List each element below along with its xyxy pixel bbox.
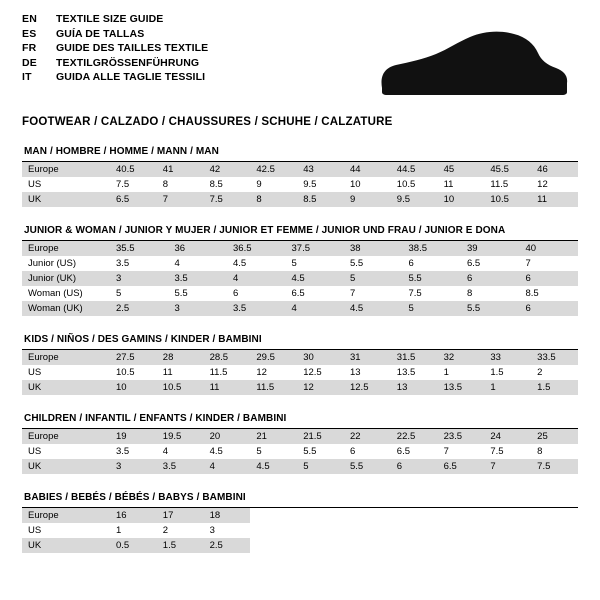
- table-row: [22, 365, 578, 380]
- cell: 7.5: [531, 459, 578, 474]
- cell: 22.5: [391, 429, 438, 444]
- table-row: [22, 538, 578, 553]
- language-row: [22, 14, 208, 29]
- cell: 6.5: [396, 446, 410, 457]
- cell: 25: [531, 429, 578, 444]
- cell: 4.5: [344, 301, 403, 316]
- cell: 3: [110, 271, 169, 286]
- cell: 13.5: [396, 367, 416, 378]
- cell: 5: [344, 271, 403, 286]
- row-label: Europe: [22, 508, 110, 523]
- cell: 5.5: [344, 459, 391, 474]
- cell-empty: [438, 508, 485, 523]
- cell: 38.5: [403, 241, 462, 256]
- size-table-man: [22, 162, 578, 207]
- cell: 6.5: [438, 459, 485, 474]
- cell: 32: [438, 350, 485, 365]
- table-row: [22, 301, 578, 316]
- cell: 19: [110, 429, 157, 444]
- cell: 13: [391, 380, 438, 395]
- cell: 5.5: [461, 301, 520, 316]
- cell-empty: [297, 538, 344, 553]
- cell: 4: [162, 446, 169, 457]
- language-code: ES: [22, 27, 37, 40]
- language-code: IT: [22, 71, 32, 83]
- cell: 1.5: [531, 380, 578, 395]
- cell: 7: [525, 258, 531, 269]
- cell: 13: [349, 367, 361, 378]
- section-junior-woman: [22, 225, 578, 316]
- cell: 30: [297, 350, 344, 365]
- cell: 7: [157, 192, 204, 207]
- cell: 10.5: [484, 192, 531, 207]
- cell: 29.5: [250, 350, 297, 365]
- cell: 9: [344, 192, 391, 207]
- table-row: [22, 286, 578, 301]
- cell-empty: [344, 538, 391, 553]
- cell: 3.5: [157, 459, 204, 474]
- cell: 10: [110, 380, 157, 395]
- section-title: CHILDREN / INFANTIL / ENFANTS / KINDER / BAMBINI: [22, 413, 578, 429]
- cell: 8.5: [209, 179, 223, 190]
- cell: 3.5: [227, 301, 286, 316]
- dress-shoe-icon: [374, 28, 574, 100]
- footwear-category-heading: FOOTWEAR / CALZADO / CHAUSSURES / SCHUHE / CALZATURE: [22, 116, 393, 128]
- cell: 8: [467, 288, 473, 299]
- cell: 36: [169, 241, 228, 256]
- row-label: Junior (UK): [22, 271, 110, 286]
- cell: 28: [157, 350, 204, 365]
- cell: 5.5: [403, 271, 462, 286]
- cell-empty: [344, 508, 391, 523]
- cell: 5: [403, 301, 462, 316]
- cell: 6: [520, 271, 579, 286]
- cell: 42: [204, 162, 251, 177]
- language-code: EN: [22, 13, 37, 25]
- cell: 6.5: [467, 258, 481, 269]
- cell-empty: [344, 523, 391, 538]
- cell: 12: [537, 179, 548, 190]
- cell: 22: [344, 429, 391, 444]
- cell: 1: [116, 525, 122, 536]
- cell: 4.5: [233, 258, 247, 269]
- cell-empty: [250, 508, 297, 523]
- cell: 4.5: [250, 459, 297, 474]
- cell: 6: [520, 301, 579, 316]
- cell: 23.5: [438, 429, 485, 444]
- cell: 21.5: [297, 429, 344, 444]
- cell: 21: [250, 429, 297, 444]
- section-man: [22, 146, 578, 207]
- table-row: [22, 241, 578, 256]
- cell: 39: [461, 241, 520, 256]
- cell: 6.5: [291, 288, 305, 299]
- table-row: [22, 429, 578, 444]
- row-label: US: [28, 179, 42, 190]
- language-title: TEXTILGRÖSSENFÜHRUNG: [56, 56, 200, 69]
- row-label: Woman (UK): [22, 301, 110, 316]
- cell: 20: [204, 429, 251, 444]
- cell: 11: [443, 179, 454, 190]
- language-title: GUIDE DES TAILLES TEXTILE: [56, 42, 209, 54]
- section-title: MAN / HOMBRE / HOMME / MANN / MAN: [22, 146, 578, 162]
- cell: 4: [174, 258, 180, 269]
- cell: 28.5: [204, 350, 251, 365]
- row-label: Europe: [22, 162, 110, 177]
- cell: 6.5: [110, 192, 157, 207]
- cell: 11.5: [250, 380, 297, 395]
- cell: 11: [162, 367, 173, 378]
- row-label: Woman (US): [28, 288, 83, 299]
- language-row: [22, 29, 208, 44]
- cell: 12.5: [303, 367, 322, 378]
- cell: 0.5: [110, 538, 157, 553]
- cell-empty: [391, 523, 438, 538]
- cell: 6: [408, 258, 414, 269]
- cell: 41: [157, 162, 204, 177]
- cell: 1.5: [157, 538, 204, 553]
- cell: 11.5: [490, 179, 509, 190]
- cell: 16: [110, 508, 157, 523]
- cell: 4: [204, 459, 251, 474]
- cell: 9.5: [303, 179, 317, 190]
- row-label: UK: [22, 538, 110, 553]
- table-row: [22, 350, 578, 365]
- cell: 5.5: [350, 258, 364, 269]
- cell: 2: [162, 525, 169, 536]
- cell-empty: [531, 508, 578, 523]
- cell: 7.5: [116, 179, 130, 190]
- table-row: [22, 256, 578, 271]
- section-kids: [22, 334, 578, 395]
- cell: 7: [443, 446, 449, 457]
- table-row: [22, 162, 578, 177]
- cell: 27.5: [110, 350, 157, 365]
- cell: 42.5: [250, 162, 297, 177]
- cell: 10.5: [157, 380, 204, 395]
- cell: 4: [227, 271, 286, 286]
- cell-empty: [391, 538, 438, 553]
- language-row: [22, 72, 208, 87]
- cell: 5: [297, 459, 344, 474]
- cell: 40.5: [110, 162, 157, 177]
- document-header: [22, 14, 578, 106]
- cell: 3: [169, 301, 228, 316]
- cell: 6: [349, 446, 356, 457]
- cell: 1.5: [490, 367, 504, 378]
- section-children: [22, 413, 578, 474]
- cell: 3.5: [116, 446, 130, 457]
- cell: 17: [157, 508, 204, 523]
- size-table-babies: [22, 508, 578, 553]
- table-row: [22, 523, 578, 538]
- cell: 7: [484, 459, 531, 474]
- cell: 7.5: [490, 446, 504, 457]
- section-title: KIDS / NIÑOS / DES GAMINS / KINDER / BAMBINI: [22, 334, 578, 350]
- cell: 33: [484, 350, 531, 365]
- cell: 8: [162, 179, 169, 190]
- row-label: US: [28, 446, 42, 457]
- row-label: Europe: [22, 429, 110, 444]
- cell-empty: [531, 538, 578, 553]
- cell: 3: [209, 525, 215, 536]
- cell: 37.5: [286, 241, 345, 256]
- table-row: [22, 444, 578, 459]
- cell: 9.5: [391, 192, 438, 207]
- cell: 45: [438, 162, 485, 177]
- cell: 10: [438, 192, 485, 207]
- cell: 11: [204, 380, 251, 395]
- cell: 18: [204, 508, 251, 523]
- cell: 38: [344, 241, 403, 256]
- language-code: DE: [22, 56, 37, 69]
- table-row: [22, 380, 578, 395]
- language-title: TEXTILE SIZE GUIDE: [56, 13, 164, 25]
- table-row: [22, 177, 578, 192]
- cell-empty: [484, 523, 531, 538]
- table-row: [22, 459, 578, 474]
- cell: 7: [350, 288, 356, 299]
- cell: 4: [286, 301, 345, 316]
- cell: 7.5: [408, 288, 422, 299]
- cell: 3.5: [116, 258, 130, 269]
- cell: 5: [256, 446, 262, 457]
- cell: 45.5: [484, 162, 531, 177]
- cell: 33.5: [531, 350, 578, 365]
- row-label: US: [28, 525, 42, 536]
- cell: 8: [537, 446, 543, 457]
- section-title: JUNIOR & WOMAN / JUNIOR Y MUJER / JUNIOR ET FEMME / JUNIOR UND FRAU / JUNIOR E DONA: [22, 225, 578, 241]
- cell: 35.5: [110, 241, 169, 256]
- cell: 19.5: [157, 429, 204, 444]
- size-table-junior-woman: [22, 241, 578, 316]
- cell: 11: [531, 192, 578, 207]
- cell: 1: [484, 380, 531, 395]
- cell: 2.5: [204, 538, 251, 553]
- cell-empty: [250, 523, 297, 538]
- cell: 8.5: [297, 192, 344, 207]
- cell: 3: [110, 459, 157, 474]
- language-code: FR: [22, 42, 37, 54]
- cell: 12: [297, 380, 344, 395]
- cell-empty: [531, 523, 578, 538]
- size-table-kids: [22, 350, 578, 395]
- cell-empty: [250, 538, 297, 553]
- cell: 10: [349, 179, 361, 190]
- cell: 5: [291, 258, 297, 269]
- cell: 3.5: [169, 271, 228, 286]
- cell: 1: [443, 367, 449, 378]
- cell: 44.5: [391, 162, 438, 177]
- cell: 24: [484, 429, 531, 444]
- table-row: [22, 508, 578, 523]
- cell: 2: [537, 367, 543, 378]
- cell-empty: [438, 523, 485, 538]
- cell-empty: [438, 538, 485, 553]
- cell-empty: [297, 523, 344, 538]
- cell: 36.5: [227, 241, 286, 256]
- cell: 5.5: [303, 446, 317, 457]
- language-title: GUIDA ALLE TAGLIE TESSILI: [56, 71, 206, 83]
- language-row: [22, 58, 208, 73]
- cell: 2.5: [110, 301, 169, 316]
- cell: 12.5: [344, 380, 391, 395]
- row-label: UK: [22, 459, 110, 474]
- cell: 31.5: [391, 350, 438, 365]
- cell: 8: [250, 192, 297, 207]
- table-row: [22, 192, 578, 207]
- cell-empty: [297, 508, 344, 523]
- cell: 6: [391, 459, 438, 474]
- cell-empty: [391, 508, 438, 523]
- language-title: GUÍA DE TALLAS: [56, 27, 145, 40]
- language-row: [22, 43, 208, 58]
- cell: 9: [256, 179, 262, 190]
- cell: 7.5: [204, 192, 251, 207]
- cell: 13.5: [438, 380, 485, 395]
- cell-empty: [484, 538, 531, 553]
- cell: 10.5: [116, 367, 135, 378]
- cell: 43: [297, 162, 344, 177]
- cell: 46: [531, 162, 578, 177]
- cell: 4.5: [286, 271, 345, 286]
- section-babies: [22, 492, 578, 553]
- cell: 5.5: [174, 288, 188, 299]
- size-table-children: [22, 429, 578, 474]
- row-label: UK: [22, 380, 110, 395]
- row-label: US: [28, 367, 42, 378]
- row-label: UK: [22, 192, 110, 207]
- cell: 6: [233, 288, 239, 299]
- table-row: [22, 271, 578, 286]
- cell: 6: [461, 271, 520, 286]
- row-label: Europe: [22, 241, 110, 256]
- cell-empty: [484, 508, 531, 523]
- language-title-list: [22, 14, 208, 87]
- row-label: Europe: [22, 350, 110, 365]
- cell: 10.5: [396, 179, 416, 190]
- cell: 4.5: [209, 446, 223, 457]
- section-title: BABIES / BEBÉS / BÉBÉS / BABYS / BAMBINI: [22, 492, 578, 508]
- row-label: Junior (US): [28, 258, 77, 269]
- cell: 12: [256, 367, 267, 378]
- cell: 5: [116, 288, 122, 299]
- cell: 11.5: [209, 367, 228, 378]
- cell: 40: [520, 241, 579, 256]
- cell: 31: [344, 350, 391, 365]
- cell: 44: [344, 162, 391, 177]
- cell: 8.5: [525, 288, 539, 299]
